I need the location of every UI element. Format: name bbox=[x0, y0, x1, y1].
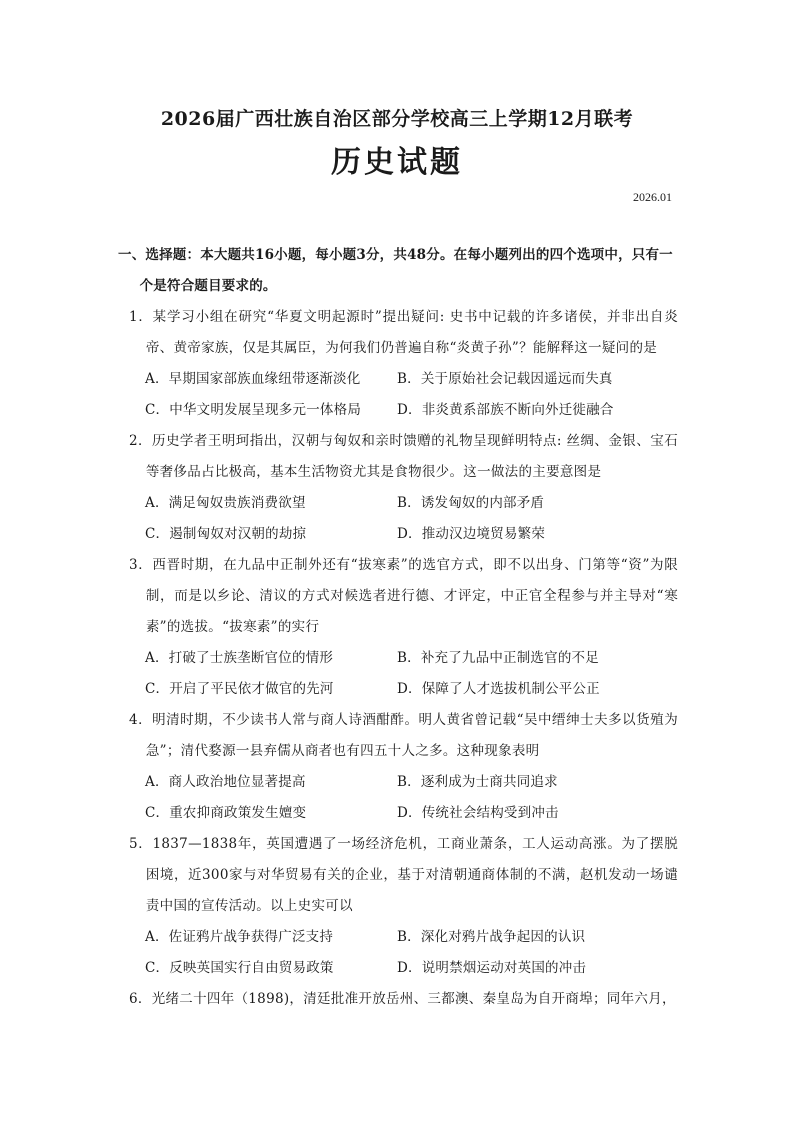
question-options bbox=[145, 767, 678, 829]
question-2 bbox=[118, 426, 678, 550]
question-options bbox=[145, 922, 678, 984]
question-stem: 5．1837—1838年，英国遭遇了一场经济危机，工商业萧条，工人运动高涨。为了摆脱困境，近300家与对华贸易有关的企业，基于对清朝通商体制的不满，赵机发动一场谴责中国的宣传活动。以上史实可以 bbox=[129, 836, 678, 914]
question-1 bbox=[118, 302, 678, 426]
question-stem: 4．明清时期，不少读书人常与商人诗酒酣酢。明人黄省曾记载“吴中缙绅士夫多以货殖为急”；清代婺源一县弃儒从商者也有四五十人之多。这种现象表明 bbox=[129, 712, 678, 759]
option-b: B．深化对鸦片战争起因的认识 bbox=[397, 929, 586, 945]
question-options bbox=[145, 643, 678, 705]
subject-title: 历史试题 bbox=[331, 145, 463, 180]
option-a: A．早期国家部族血缘纽带逐渐淡化 bbox=[145, 371, 361, 387]
option-b: B．补充了九品中正制选官的不足 bbox=[397, 650, 599, 666]
section-heading: 一、选择题：本大题共16小题，每小题3分，共48分。在每小题列出的四个选项中，只有一个是符合题目要求的。 bbox=[118, 247, 673, 294]
option-d: D．说明禁烟运动对英国的冲击 bbox=[397, 960, 587, 976]
question-options bbox=[145, 364, 678, 426]
option-c: C．开启了平民依才做官的先河 bbox=[145, 681, 334, 697]
option-a: A．商人政治地位显著提高 bbox=[145, 774, 306, 790]
question-stem: 3．西晋时期，在九品中正制外还有“拔寒素”的选官方式，即不以出身、门第等“资”为限制，而是以乡论、清议的方式对候选者进行德、才评定，中正官全程参与并主导对“寒素”的选拔。“拔寒素”的实行 bbox=[129, 557, 678, 635]
option-d: D．传统社会结构受到冲击 bbox=[397, 805, 559, 821]
exam-date: 2026.01 bbox=[633, 190, 672, 204]
question-stem: 6．光绪二十四年（1898)，清廷批准开放岳州、三都澳、秦皇岛为自开商埠；同年六月， bbox=[129, 991, 676, 1007]
question-3 bbox=[118, 550, 678, 705]
option-a: A．打破了士族垄断官位的情形 bbox=[145, 650, 334, 666]
option-d: D．非炎黄系部族不断向外迁徙融合 bbox=[397, 402, 614, 418]
option-b: B．逐利成为士商共同追求 bbox=[397, 774, 558, 790]
option-a: A．满足匈奴贵族消费欲望 bbox=[145, 495, 306, 511]
option-c: C．重农抑商政策发生嬗变 bbox=[145, 805, 307, 821]
question-stem: 2．历史学者王明珂指出，汉朝与匈奴和亲时馈赠的礼物呈现鲜明特点: 丝绸、金银、宝石等奢侈品占比极高，基本生活物资尤其是食物很少。这一做法的主要意图是 bbox=[129, 433, 678, 480]
question-5 bbox=[118, 829, 678, 984]
option-b: B．关于原始社会记载因遥远而失真 bbox=[397, 371, 613, 387]
exam-body bbox=[118, 240, 678, 1015]
question-stem: 1．某学习小组在研究“华夏文明起源时”提出疑问: 史书中记载的许多诸侯，并非出自炎帝、黄帝家族，仅是其属臣，为何我们仍普遍自称“炎黄子孙”？能解释这一疑问的是 bbox=[129, 309, 678, 356]
option-c: C．遏制匈奴对汉朝的劫掠 bbox=[145, 526, 307, 542]
option-a: A．佐证鸦片战争获得广泛支持 bbox=[145, 929, 334, 945]
option-c: C．反映英国实行自由贸易政策 bbox=[145, 960, 334, 976]
option-d: D．推动汉边境贸易繁荣 bbox=[397, 526, 546, 542]
exam-title: 2026届广西壮族自治区部分学校高三上学期12月联考 bbox=[160, 108, 634, 130]
question-options bbox=[145, 488, 678, 550]
question-4 bbox=[118, 705, 678, 829]
option-c: C．中华文明发展呈现多元一体格局 bbox=[145, 402, 362, 418]
option-b: B．诱发匈奴的内部矛盾 bbox=[397, 495, 545, 511]
option-d: D．保障了人才选拔机制公平公正 bbox=[397, 681, 600, 697]
question-6 bbox=[118, 984, 678, 1015]
